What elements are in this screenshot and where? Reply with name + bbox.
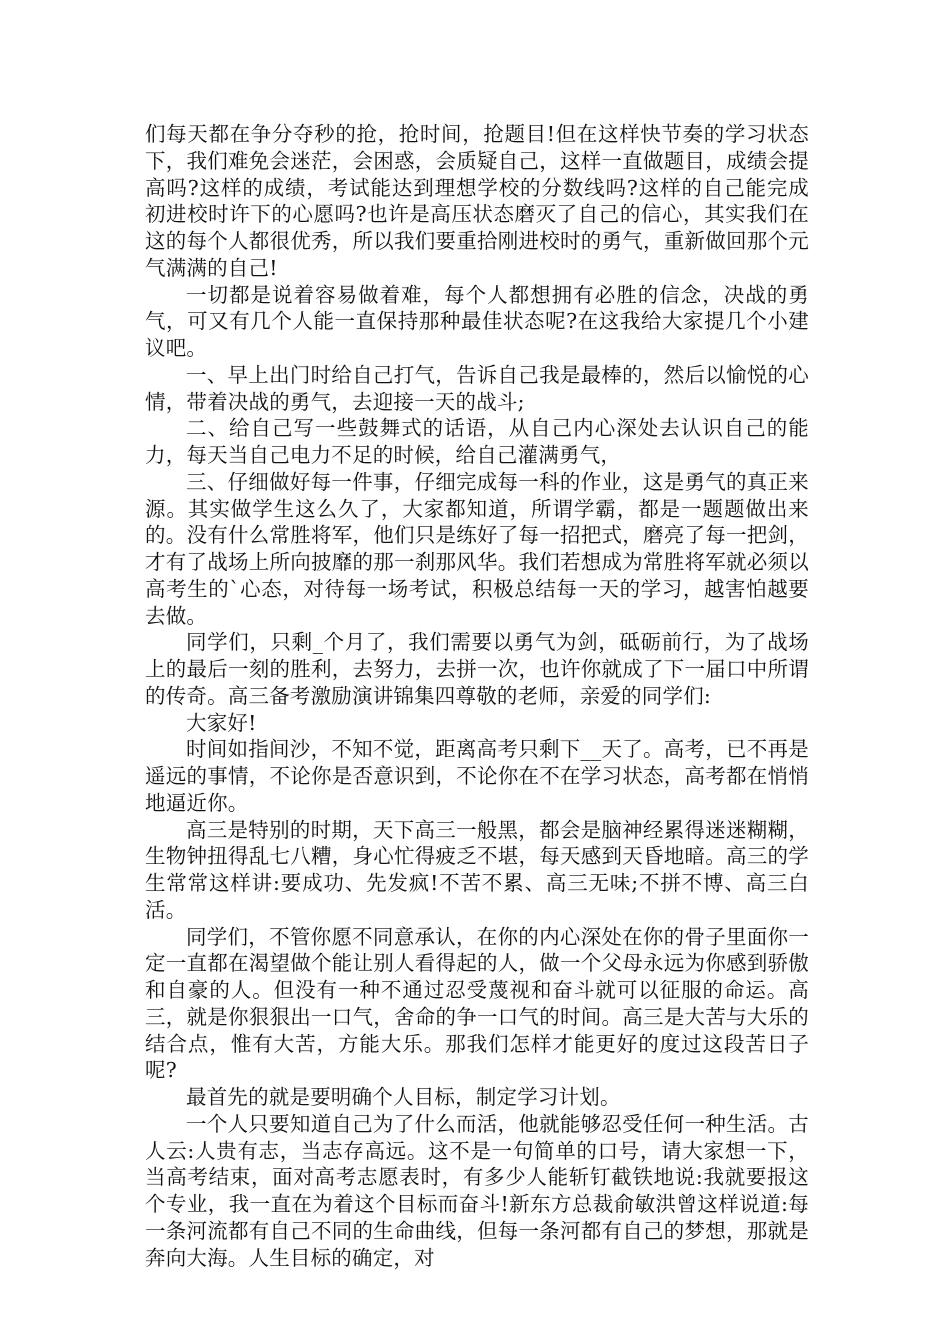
paragraph-6: 同学们，只剩_个月了，我们需要以勇气为剑，砥砺前行，为了战场上的最后一刻的胜利，去努力，去拼一次，也许你就成了下一届口中所谓的传奇。高三备考激励演讲锦集四尊敬的老师，亲爱的同学们: [145, 630, 809, 708]
paragraph-2: 一切都是说着容易做着难，每个人都想拥有必胜的信念，决战的勇气，可又有几个人能一直保持那种最佳状态呢?在这我给大家提几个小建议吧。 [145, 282, 809, 360]
paragraph-4: 二、给自己写一些鼓舞式的话语，从自己内心深处去认识自己的能力，每天当自己电力不足的时候，给自己灌满勇气， [145, 416, 809, 467]
paragraph-5: 三、仔细做好每一件事，仔细完成每一科的作业，这是勇气的真正来源。其实做学生这么久了，大家都知道，所谓学霸，都是一题题做出来的。没有什么常胜将军，他们只是练好了每一招把式，磨亮了每一把剑，才有了战场上所向披靡的那一刹那风华。我们若想成为常胜将军就必须以高考生的`心态，对待每一场考试，积极总结每一天的学习，越害怕越要去做。 [145, 469, 809, 628]
paragraph-3: 一、早上出门时给自己打气，告诉自己我是最棒的，然后以愉悦的心情，带着决战的勇气，去迎接一天的战斗; [145, 362, 809, 414]
paragraph-12: 一个人只要知道自己为了什么而活，他就能够忍受任何一种生活。古人云:人贵有志，当志存高远。这不是一句简单的口号，请大家想一下，当高考结束，面对高考志愿表时，有多少人能斩钉截铁地说:我就要报这个专业，我一直在为着这个目标而奋斗!新东方总裁俞敏洪曾这样说道:每一条河流都有自己不同的生命曲线，但每一条河都有自己的梦想，那就是奔向大海。人生目标的确定，对 [145, 1111, 809, 1270]
paragraph-10: 同学们，不管你愿不同意承认，在你的内心深处在你的骨子里面你一定一直都在渴望做个能让别人看得起的人，做一个父母永远为你感到骄傲和自豪的人。但没有一种不通过忍受蔑视和奋斗就可以征服的命运。高三，就是你狠狠出一口气，舍命的争一口气的时间。高三是大苦与大乐的结合点，惟有大苦，方能大乐。那我们怎样才能更好的度过这段苦日子呢? [145, 924, 809, 1083]
paragraph-1: 们每天都在争分夺秒的抢，抢时间，抢题目!但在这样快节奏的学习状态下，我们难免会迷茫，会困惑，会质疑自己，这样一直做题目，成绩会提高吗?这样的成绩，考试能达到理想学校的分数线吗?这样的自己能完成初进校时许下的心愿吗?也许是高压状态磨灭了自己的信心，其实我们在这的每个人都很优秀，所以我们要重拾刚进校时的勇气，重新做回那个元气满满的自己! [145, 122, 809, 280]
paragraph-9: 高三是特别的时期，天下高三一般黑，都会是脑神经累得迷迷糊糊，生物钟扭得乱七八糟，身心忙得疲乏不堪，每天感到天昏地暗。高三的学生常常这样讲:要成功、先发疯!不苦不累、高三无味;不拼不博、高三白活。 [145, 817, 809, 922]
paragraph-8: 时间如指间沙，不知不觉，距离高考只剩下__天了。高考，已不再是遥远的事情，不论你是否意识到，不论你在不在学习状态，高考都在悄悄地逼近你。 [145, 737, 809, 815]
paragraph-7: 大家好! [186, 710, 257, 735]
document-body [145, 121, 809, 1271]
paragraph-11: 最首先的就是要明确个人目标，制定学习计划。 [186, 1085, 621, 1109]
